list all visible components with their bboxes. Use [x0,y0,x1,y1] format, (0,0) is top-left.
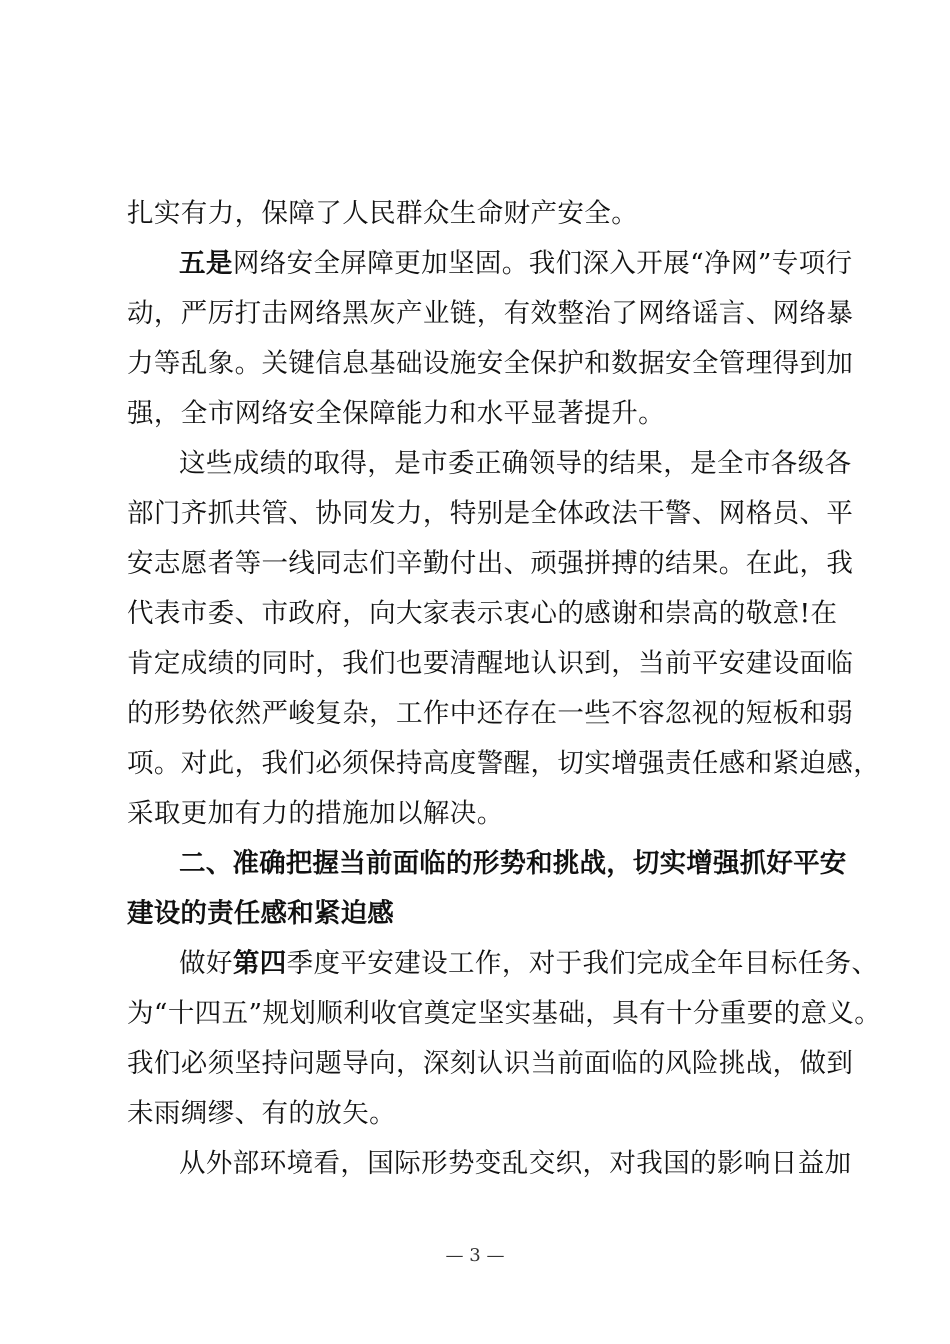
paragraph-line [127,789,827,839]
text: 从外部环境看，国际形势变乱交织，对我国的影响日益加 [179,1148,852,1179]
text: 代表市委、市政府，向大家表示衷心的感谢和崇高的敬意!在 [127,598,838,629]
text: 为“十四五”规划顺利收官奠定坚实基础，具有十分重要的意义。 [127,998,882,1029]
paragraph-line [127,1089,827,1139]
text: 安志愿者等一线同志们辛勤付出、顽强拼搏的结果。在此，我 [127,548,854,579]
heading-text: 二、准确把握当前面临的形势和挑战，切实增强抓好平安 [179,848,847,879]
text: 动，严厉打击网络黑灰产业链，有效整治了网络谣言、网络暴 [127,298,854,329]
text: 的形势依然严峻复杂，工作中还存在一些不容忽视的短板和弱 [127,698,854,729]
paragraph-line [127,339,854,389]
paragraph-line [127,989,882,1039]
paragraph-line [127,689,854,739]
text: 做好 [179,948,233,979]
text: 季度平安建设工作，对于我们完成全年目标任务、 [286,948,879,979]
paragraph-line [179,1139,852,1189]
text: 这些成绩的取得，是市委正确领导的结果，是全市各级各 [179,448,852,479]
paragraph-line [179,939,879,989]
text: 采取更加有力的措施加以解决。 [127,798,504,829]
page-number: — 3 — [445,1245,505,1266]
paragraph-line [179,239,853,289]
paragraph-line [127,739,881,789]
text: 我们必须坚持问题导向，深刻认识当前面临的风险挑战，做到 [127,1048,854,1079]
paragraph-line [127,189,827,239]
section-heading [127,889,827,939]
text: 部门齐抓共管、协同发力，特别是全体政法干警、网格员、平 [127,498,854,529]
text: 扎实有力，保障了人民群众生命财产安全。 [127,198,639,229]
paragraph-line [127,639,854,689]
bold-term: 第四 [232,948,287,979]
heading-text: 建设的责任感和紧迫感 [127,898,394,929]
paragraph-line [127,489,854,539]
paragraph-line [127,289,854,339]
paragraph-line [127,389,827,439]
paragraph-line [127,539,854,589]
paragraph-line [127,1039,854,1089]
paragraph-line [127,589,838,639]
text: 项。对此，我们必须保持高度警醒，切实增强责任感和紧迫感， [127,748,881,779]
bold-lead: 五是 [179,248,233,279]
text: 力等乱象。关键信息基础设施安全保护和数据安全管理得到加 [127,348,854,379]
text: 肯定成绩的同时，我们也要清醒地认识到，当前平安建设面临 [127,648,854,679]
text: 强，全市网络安全保障能力和水平显著提升。 [127,398,665,429]
section-heading [179,839,847,889]
text: 未雨绸缪、有的放矢。 [127,1098,396,1129]
paragraph-line [179,439,852,489]
text: 网络安全屏障更加坚固。我们深入开展“净网”专项行 [232,248,853,279]
